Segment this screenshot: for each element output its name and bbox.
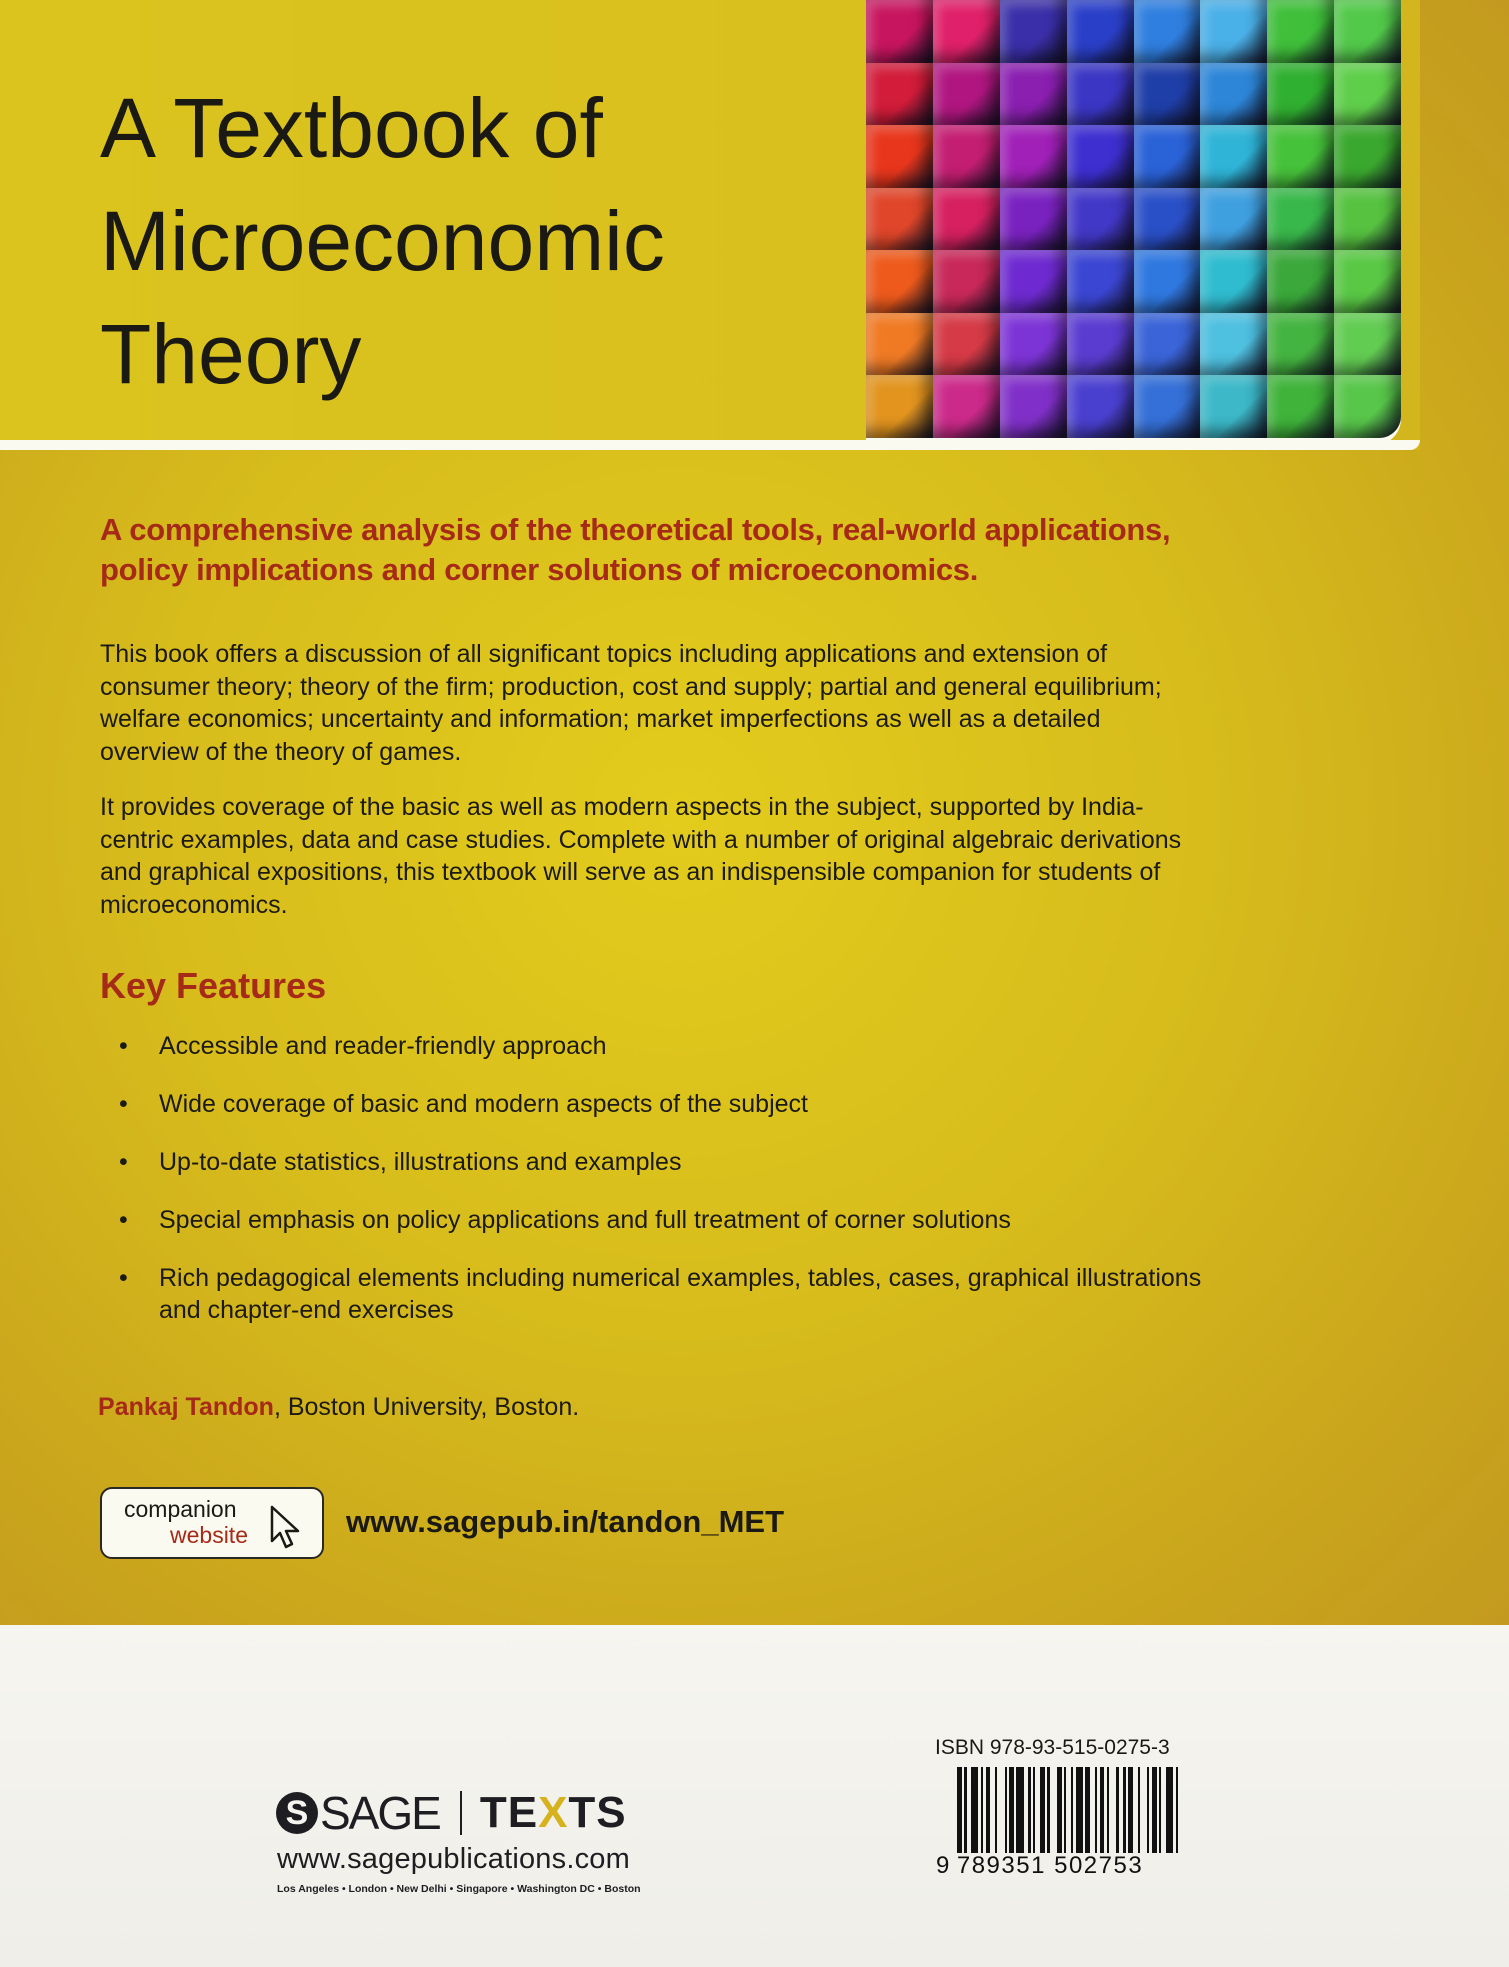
cube-tile <box>1267 375 1334 438</box>
cube-tile <box>933 375 1000 438</box>
sage-wordmark: SAGE <box>320 1787 440 1839</box>
website-label: website <box>170 1522 248 1548</box>
cube-tile <box>1000 63 1067 126</box>
feature-text: Rich pedagogical elements including numerical examples, tables, cases, graphical illustrations and chapter-end exercises <box>159 1264 1202 1324</box>
cube-tile <box>866 188 933 251</box>
cube-tile <box>1334 375 1401 438</box>
cube-tile <box>1267 313 1334 376</box>
cube-tile <box>933 188 1000 251</box>
barcode-bar <box>971 1767 978 1853</box>
cube-tile <box>1267 63 1334 126</box>
cube-tile <box>1067 125 1134 188</box>
publisher-url: www.sagepublications.com <box>277 1843 630 1875</box>
cube-tile <box>866 125 933 188</box>
cube-tile <box>1334 313 1401 376</box>
bullet-icon: • <box>119 1032 128 1060</box>
cube-tile <box>1200 125 1267 188</box>
cube-tile <box>1334 188 1401 251</box>
cube-tile <box>1000 125 1067 188</box>
publisher-locations: Los Angeles • London • New Delhi • Singapore • Washington DC • Boston <box>277 1883 641 1895</box>
cube-tile <box>1267 188 1334 251</box>
cube-tile <box>1067 188 1134 251</box>
feature-item <box>115 1146 1215 1178</box>
cube-tile <box>933 63 1000 126</box>
cube-tile <box>1067 250 1134 313</box>
cube-tile <box>1134 375 1201 438</box>
cube-tile <box>1200 375 1267 438</box>
texts-part-x: X <box>538 1788 569 1837</box>
key-features-heading: Key Features <box>100 965 327 1006</box>
barcode-bar <box>1016 1767 1023 1853</box>
barcode-first-digit: 9 <box>936 1852 951 1879</box>
barcode-number: 789351 502753 <box>956 1852 1144 1879</box>
title-line-2: Microeconomic <box>100 194 665 288</box>
cube-tile <box>866 375 933 438</box>
publisher-block <box>276 1785 676 1895</box>
features-list <box>115 1030 1215 1352</box>
cube-tile <box>933 0 1000 63</box>
companion-website-badge <box>100 1487 324 1559</box>
cube-tile <box>866 63 933 126</box>
barcode-digits <box>936 1852 1186 1880</box>
description-paragraph-1: This book offers a discussion of all significant topics including applications and extension of consumer theory; theory of the firm; production, cost and supply; partial and general equilibrium; welfare economics; uncertainty and information; market imperfections as well as a detailed overview of the theory of games. <box>100 640 1162 766</box>
cube-tile <box>1134 0 1201 63</box>
feature-item <box>115 1088 1215 1120</box>
barcode-gap <box>1178 1767 1183 1853</box>
cube-tile <box>1200 63 1267 126</box>
cube-tile <box>1067 375 1134 438</box>
logo-divider <box>460 1791 462 1835</box>
cube-tile <box>933 250 1000 313</box>
feature-text: Wide coverage of basic and modern aspects of the subject <box>159 1090 808 1118</box>
cube-tile <box>1200 188 1267 251</box>
bullet-icon: • <box>119 1148 128 1176</box>
title-line-3: Theory <box>100 307 362 401</box>
cube-tile <box>866 313 933 376</box>
texts-part-2: TS <box>568 1788 627 1837</box>
bullet-icon: • <box>119 1090 128 1118</box>
bullet-icon: • <box>119 1206 128 1234</box>
companion-website-url: www.sagepub.in/tandon_MET <box>346 1504 785 1539</box>
cube-tile <box>1200 0 1267 63</box>
companion-label: companion <box>124 1496 237 1522</box>
cube-tile <box>1134 250 1201 313</box>
cube-tile <box>1267 250 1334 313</box>
cube-tile <box>1267 0 1334 63</box>
feature-item <box>115 1204 1215 1236</box>
colored-cubes-image <box>866 0 1401 445</box>
cube-tile <box>1000 188 1067 251</box>
texts-part-1: TE <box>479 1788 539 1837</box>
cube-tile <box>1134 125 1201 188</box>
feature-text: Accessible and reader-friendly approach <box>159 1032 607 1060</box>
mouse-cursor-icon <box>269 1505 303 1551</box>
cube-tile <box>1134 313 1201 376</box>
cube-tile <box>1000 0 1067 63</box>
cube-tile <box>933 125 1000 188</box>
cube-tile <box>1067 63 1134 126</box>
isbn-label: ISBN 978-93-515-0275-3 <box>935 1736 1170 1759</box>
cube-tile <box>1067 0 1134 63</box>
bottom-white-panel <box>0 1625 1509 1967</box>
feature-item <box>115 1030 1215 1062</box>
feature-item <box>115 1262 1215 1326</box>
sage-texts-logo <box>276 1785 627 1841</box>
sage-logo-icon: S <box>276 1792 318 1834</box>
cube-tile <box>1000 375 1067 438</box>
cube-tile <box>866 0 933 63</box>
feature-text: Up-to-date statistics, illustrations and examples <box>159 1148 682 1176</box>
tagline: A comprehensive analysis of the theoretical tools, real-world applications, policy implications and corner solutions of microeconomics. <box>100 512 1171 587</box>
description-paragraph-2: It provides coverage of the basic as well as modern aspects in the subject, supported by India-centric examples, data and case studies. Complete with a number of original algebraic derivations and graphical expositions, this textbook will serve as an indispensible companion for students of microeconomics. <box>100 793 1182 919</box>
barcode-icon <box>957 1767 1183 1853</box>
author-name: Pankaj Tandon <box>98 1393 274 1421</box>
cube-tile <box>1000 313 1067 376</box>
cube-grid <box>866 0 1401 438</box>
author-line <box>98 1393 579 1422</box>
cube-tile <box>1200 250 1267 313</box>
barcode-gap <box>997 1767 1004 1853</box>
cube-tile <box>1000 250 1067 313</box>
cube-tile <box>1334 0 1401 63</box>
book-title <box>100 72 860 411</box>
cube-tile <box>1134 188 1201 251</box>
title-line-1: A Textbook of <box>100 81 603 175</box>
cube-tile <box>1134 63 1201 126</box>
cube-tile <box>1267 125 1334 188</box>
cube-tile <box>1334 63 1401 126</box>
bullet-icon: • <box>119 1264 128 1292</box>
author-affiliation: , Boston University, Boston. <box>273 1393 580 1421</box>
cube-tile <box>1334 250 1401 313</box>
cube-tile <box>933 313 1000 376</box>
feature-text: Special emphasis on policy applications and full treatment of corner solutions <box>159 1206 1011 1234</box>
texts-wordmark <box>480 1788 627 1838</box>
barcode-bar <box>1166 1767 1173 1853</box>
cube-tile <box>1067 313 1134 376</box>
cube-tile <box>866 250 933 313</box>
barcode-gap <box>1050 1767 1057 1853</box>
barcode-gap <box>1140 1767 1147 1853</box>
cube-tile <box>1200 313 1267 376</box>
cube-tile <box>1334 125 1401 188</box>
barcode-gap <box>1109 1767 1116 1853</box>
barcode-bar <box>1076 1767 1083 1853</box>
